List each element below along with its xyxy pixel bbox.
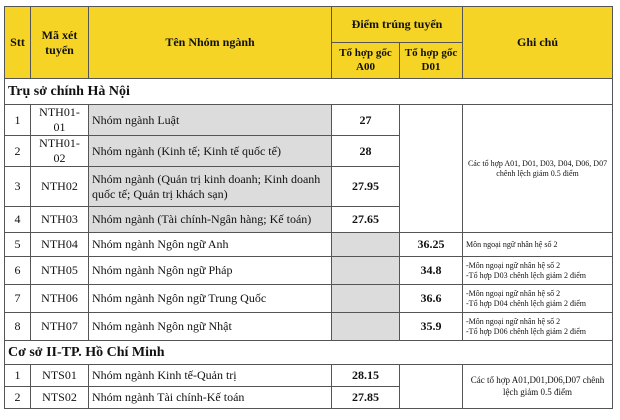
- note-line: -Môn ngoại ngữ nhân hệ số 2: [466, 316, 561, 326]
- cell-name: Nhóm ngành Ngôn ngữ Trung Quốc: [89, 285, 332, 313]
- cell-d01-group: [400, 365, 463, 409]
- cell-a00: [332, 257, 400, 285]
- cell-name: Nhóm ngành Ngôn ngữ Anh: [89, 233, 332, 257]
- cell-name: Nhóm ngành (Quản trị kinh doanh; Kinh doanh quốc tế; Quản trị khách sạn): [89, 167, 332, 207]
- cell-code: NTH07: [31, 313, 89, 341]
- header-to-hop-d01: Tổ hợp gốc D01: [400, 43, 463, 79]
- cell-stt: 1: [5, 365, 31, 387]
- cell-a00: 27: [332, 105, 400, 136]
- cell-note: Môn ngoại ngữ nhân hệ số 2: [463, 233, 613, 257]
- cell-a00: 27.85: [332, 387, 400, 409]
- table-row: [5, 257, 613, 285]
- cell-note-group-1-2: Các tổ hợp A01,D01,D06,D07 chênh lệch giảm 0.5 điểm: [463, 365, 613, 409]
- header-ghi-chu: Ghi chú: [463, 7, 613, 79]
- cell-a00: [332, 285, 400, 313]
- cell-stt: 2: [5, 136, 31, 167]
- cell-name: Nhóm ngành (Tài chính-Ngân hàng; Kế toán): [89, 207, 332, 233]
- cell-d01-group: [400, 105, 463, 233]
- section-title-hcm: Cơ sở II-TP. Hồ Chí Minh: [5, 341, 613, 365]
- cell-stt: 2: [5, 387, 31, 409]
- header-ma-xet-tuyen: Mã xét tuyển: [31, 7, 89, 79]
- note-line: -Môn ngoại ngữ nhân hệ số 2: [466, 260, 561, 270]
- table-row: [5, 313, 613, 341]
- header-to-hop-a00: Tổ hợp gốc A00: [332, 43, 400, 79]
- note-line: -Tổ hợp D06 chênh lệch giảm 2 điểm: [466, 326, 586, 336]
- cell-stt: 6: [5, 257, 31, 285]
- admission-scores-table: [4, 6, 613, 409]
- table-row: [5, 285, 613, 313]
- cell-name: Nhóm ngành Tài chính-Kế toán: [89, 387, 332, 409]
- cell-name: Nhóm ngành Ngôn ngữ Pháp: [89, 257, 332, 285]
- cell-note-group-1-4: Các tổ hợp A01, D01, D03, D04, D06, D07 chênh lệch giảm 0.5 điểm: [463, 105, 613, 233]
- cell-stt: 5: [5, 233, 31, 257]
- header-stt: Stt: [5, 7, 31, 79]
- cell-code: NTH03: [31, 207, 89, 233]
- cell-d01: 36.25: [400, 233, 463, 257]
- cell-code: NTH04: [31, 233, 89, 257]
- cell-a00: 27.65: [332, 207, 400, 233]
- header-ten-nhom-nganh: Tên Nhóm ngành: [89, 7, 332, 79]
- cell-stt: 1: [5, 105, 31, 136]
- cell-code: NTS01: [31, 365, 89, 387]
- cell-stt: 4: [5, 207, 31, 233]
- cell-name: Nhóm ngành Kinh tế-Quản trị: [89, 365, 332, 387]
- cell-stt: 7: [5, 285, 31, 313]
- cell-a00: [332, 313, 400, 341]
- cell-name: Nhóm ngành (Kinh tế; Kinh tế quốc tế): [89, 136, 332, 167]
- cell-note: [463, 257, 613, 285]
- cell-note: [463, 313, 613, 341]
- cell-d01: 36.6: [400, 285, 463, 313]
- cell-code: NTH01-01: [31, 105, 89, 136]
- cell-d01: 35.9: [400, 313, 463, 341]
- header-diem-trung-tuyen: Điểm trúng tuyển: [332, 7, 463, 43]
- table-row: [5, 233, 613, 257]
- note-line: -Tổ hợp D03 chênh lệch giảm 2 điểm: [466, 270, 586, 280]
- cell-name: Nhóm ngành Luật: [89, 105, 332, 136]
- cell-code: NTH06: [31, 285, 89, 313]
- cell-code: NTS02: [31, 387, 89, 409]
- cell-name: Nhóm ngành Ngôn ngữ Nhật: [89, 313, 332, 341]
- section-title-ha-noi: Trụ sở chính Hà Nội: [5, 79, 613, 105]
- cell-a00: 28.15: [332, 365, 400, 387]
- cell-stt: 8: [5, 313, 31, 341]
- cell-stt: 3: [5, 167, 31, 207]
- cell-d01: 34.8: [400, 257, 463, 285]
- note-line: -Môn ngoại ngữ nhân hệ số 2: [466, 288, 561, 298]
- cell-a00: [332, 233, 400, 257]
- cell-code: NTH05: [31, 257, 89, 285]
- cell-a00: 27.95: [332, 167, 400, 207]
- cell-code: NTH02: [31, 167, 89, 207]
- note-line: -Tổ hợp D04 chênh lệch giảm 2 điểm: [466, 298, 586, 308]
- table-row: [5, 365, 613, 387]
- cell-code: NTH01-02: [31, 136, 89, 167]
- cell-a00: 28: [332, 136, 400, 167]
- table-row: [5, 105, 613, 136]
- cell-note: [463, 285, 613, 313]
